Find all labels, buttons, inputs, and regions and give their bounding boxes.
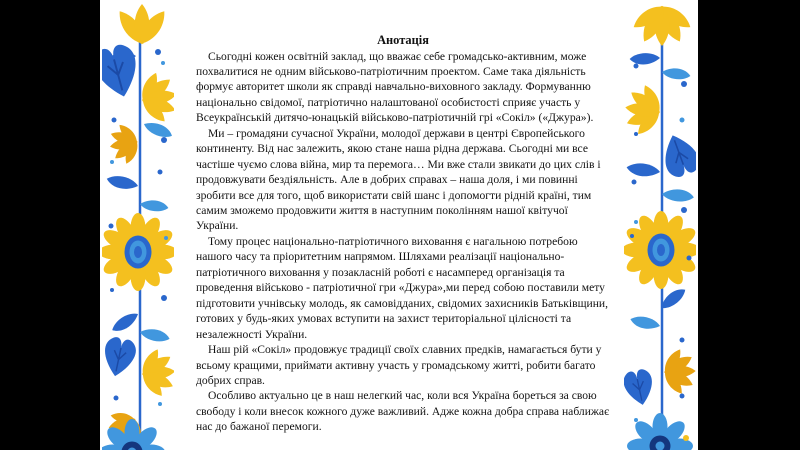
leaf-icon — [139, 323, 171, 347]
presentation-slide — [100, 0, 698, 450]
annotation-paragraph: Сьогодні кожен освітній заклад, що вважає себе громадсько-активним, може похвалитися не одним військово-патріотичним проектом. Саме така діяльність формує авторитет школи як справді навчально-виховного закладу. Формуванню національно свідомої, патріотично налаштованої особистості сприяє участь у Всеукраїнській дитячо-юнацькій військово-патріотичній грі «Сокіл» («Джура»). — [196, 49, 594, 125]
leaf-icon — [661, 184, 695, 206]
heart-leaf-icon — [624, 368, 657, 408]
right-floral-border — [624, 0, 696, 450]
leaf-icon — [105, 170, 139, 195]
annotation-paragraph: Ми – громадяни сучасної України, молодої держави в центрі Європейського континенту. Від нас залежить, якою стане наша рідна держава. Сьогодні ми все частіше чуємо слова війна, мир та перемога… Ми вже стали звикати до цих слів і продовжувати бездіяльність. Але в добрих справах – наша доля, і ми повинні зробити все для того, щоб використати свій шанс і допомогти рідній країні, тим самим зможемо продовжити життя в наступним поколінням нашої квітучої України. — [196, 126, 601, 233]
heart-leaf-icon — [102, 42, 144, 102]
annotation-paragraph: Особливо актуально це в наш нелегкий час, коли вся Україна бореться за свою свободу і коли внесок кожного дуже важливий. Адже кожна добра справа наближає нас до бажаної перемоги. — [196, 389, 610, 434]
fan-flower-icon — [630, 1, 694, 46]
annotation-paragraph: Наш рій «Сокіл» продовжує традиції своїх славних предків, намагається бути у всьому кращими, приймати активну участь у громадському житті, робити багато добрих справ. — [196, 343, 602, 388]
fan-flower-icon — [136, 345, 174, 401]
annotation-text-block — [196, 33, 610, 435]
annotation-title: Анотація — [377, 33, 429, 47]
fan-flower-icon — [660, 346, 696, 397]
leaf-icon — [661, 63, 691, 84]
leaf-icon — [142, 116, 173, 143]
tulip-icon — [114, 4, 170, 48]
heart-leaf-icon — [102, 335, 138, 379]
annotation-paragraph: Тому процес національно-патріотичного виховання є нагальною потребою нашого часу та пріоритетним напрямом. Шляхами реалізації національно-патріотичного виховання у позакласній роботі є насамперед організація та проведення військово - патріотичної гри «Джура»,ми перед собою поставили мету підготовити учнівську молодь, як самовідданих, свідомих захисників Батьківщини, готових у будь-яких умовах вступити на захист територіальної цілісності та незалежності України. — [196, 234, 609, 341]
leaf-icon — [629, 311, 661, 335]
bottom-bloom-icon — [102, 419, 165, 450]
leaf-icon — [625, 158, 661, 182]
leaf-icon — [109, 311, 141, 333]
left-floral-border — [102, 0, 174, 450]
leaf-icon — [139, 195, 169, 216]
